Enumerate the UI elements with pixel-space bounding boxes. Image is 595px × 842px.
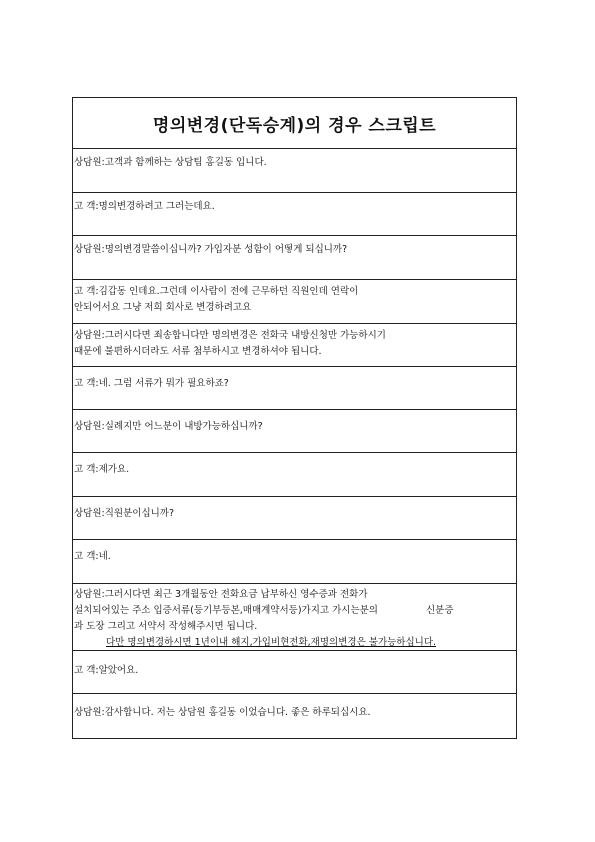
script-row-agent-greeting <box>73 149 516 193</box>
id-card-text: 신분증 <box>425 605 454 616</box>
script-row-customer <box>73 367 516 410</box>
dialog-line: 때문에 불편하시더라도 서류 첨부하시고 변경하셔야 됩니다. <box>74 346 322 357</box>
script-table <box>72 97 517 739</box>
script-row-agent-closing <box>73 694 516 738</box>
script-row-agent-documents <box>73 584 516 651</box>
dialog-line: 상담원:고객과 함께하는 상담팀 홍길동 입니다. <box>74 157 267 168</box>
dialog-line: 상담원:명의변경말씀이십니까? 가입자분 성함이 어떻게 되십니까? <box>74 244 348 255</box>
dialog-line: 과 도장 그리고 서약서 작성해주시면 됩니다. <box>74 621 258 632</box>
dialog-line: 상담원:실례지만 어느분이 내방가능하십니까? <box>74 421 263 432</box>
dialog-line: 상담원:그러시다면 최근 3개월동안 전화요금 납부하신 영수증과 전화가 <box>74 589 368 600</box>
dialog-line: 안되어서요 그냥 저희 회사로 변경하려고요 <box>74 302 252 313</box>
script-row-agent <box>73 410 516 453</box>
dialog-line: 상담원:감사합니다. 저는 상담원 홍길동 이었습니다. 좋은 하루되십시요. <box>74 707 371 718</box>
dialog-line: 고 객:김갑동 인데요.그런데 이사람이 전에 근무하던 직원인데 연락이 <box>74 286 359 297</box>
dialog-line: 상담원:그러시다면 죄송합니다만 명의변경은 전화국 내방신청만 가능하시기 <box>74 330 386 341</box>
dialog-line: 고 객:알았어요. <box>74 665 139 676</box>
script-row-customer <box>73 193 516 236</box>
script-row-customer <box>73 453 516 497</box>
notice-line: 다만 명의변경하시면 1년이내 해지,가입비현전화,재명의변경은 불가능하십니다. <box>106 637 437 648</box>
dialog-line <box>74 603 516 619</box>
script-row-agent <box>73 497 516 540</box>
dialog-line: 고 객:명의변경하려고 그러는데요. <box>74 201 215 212</box>
script-row-customer <box>73 540 516 584</box>
dialog-line-text: 설치되어있는 주소 입증서류(등기부등본,매매계약서등)가지고 가시는분의 <box>74 605 378 616</box>
script-row-customer <box>73 280 516 324</box>
dialog-line: 고 객:제가요. <box>74 464 130 475</box>
page-title: 명의변경(단독승계)의 경우 스크립트 <box>152 115 437 136</box>
dialog-line: 고 객:네. 그럼 서류가 뭐가 필요하죠? <box>74 378 229 389</box>
title-row <box>73 98 516 149</box>
script-row-agent <box>73 236 516 280</box>
script-row-customer <box>73 651 516 694</box>
dialog-line: 상담원:직원분이십니까? <box>74 508 175 519</box>
dialog-line: 고 객:네. <box>74 551 111 562</box>
script-row-agent <box>73 324 516 367</box>
